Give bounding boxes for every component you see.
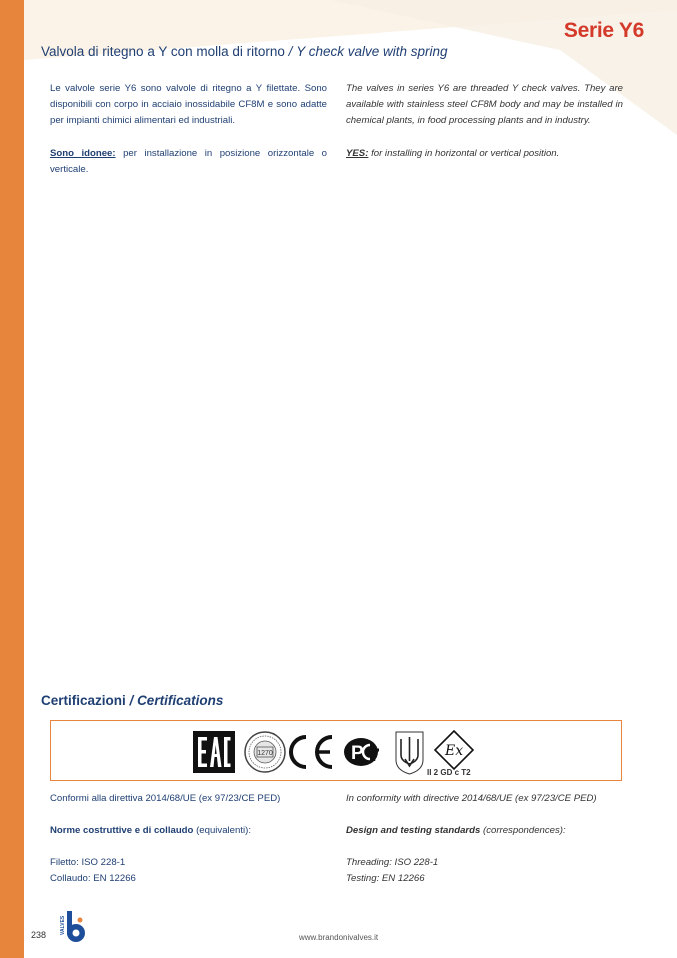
standards-rest-it: (equivalenti): — [193, 825, 251, 836]
testing-it: Collaudo: EN 12266 — [50, 873, 136, 884]
ce-mark-icon — [291, 737, 332, 767]
suitability-label-it: Sono idonee: — [50, 147, 116, 159]
standards-rest-en: (correspondences): — [480, 825, 566, 836]
suitability-text-it: per installazione in posizione orizzontale o verticale. — [50, 147, 327, 175]
atex-label: II 2 GD c T2 — [427, 768, 471, 777]
eac-logo — [193, 731, 235, 773]
suitability-label-en: YES: — [346, 147, 369, 159]
standards-bold-en: Design and testing standards — [346, 825, 481, 836]
svg-text:P: P — [351, 743, 364, 764]
description-paragraph-en: The valves in series Y6 are threaded Y check valves. They are available with stainless steel CF8M body and may be installed in chemical plants, in food processing plants and in industry. — [346, 83, 623, 127]
description-paragraph-it: Le valvole serie Y6 sono valvole di ritegno a Y filettate. Sono disponibili con corpo in acciaio inossidabile CF8M e sono adatte per impianti chimici alimentari ed industriali. — [50, 83, 327, 127]
subtitle-italian: Valvola di ritegno a Y con molla di ritorno — [41, 44, 285, 59]
brand-logo — [58, 908, 92, 944]
brand-logo-text: VALVES — [60, 915, 66, 935]
suitability-en — [346, 146, 623, 162]
standards-bold-it: Norme costruttive e di collaudo — [50, 825, 194, 836]
threading-it: Filetto: ISO 228-1 — [50, 857, 126, 868]
left-accent-bar — [0, 0, 24, 958]
seal-number: 1270 — [257, 750, 273, 757]
atex-ex-icon — [427, 731, 473, 777]
certifications-title-it: Certificazioni — [41, 693, 126, 708]
description-italian — [50, 81, 327, 178]
testing-en: Testing: EN 12266 — [346, 873, 425, 884]
subtitle-separator: / — [288, 44, 293, 59]
subtitle-english: Y check valve with spring — [296, 44, 448, 59]
standards-heading-en — [346, 823, 626, 839]
ukraine-trident-icon — [396, 732, 423, 774]
page-number: 238 — [31, 930, 47, 940]
directive-it: Conformi alla direttiva 2014/68/UE (ex 97/23/CE PED) — [50, 793, 281, 804]
standards-heading-it — [50, 823, 330, 839]
certifications-title-en: Certifications — [137, 693, 224, 708]
threading-en: Threading: ISO 228-1 — [346, 857, 439, 868]
description-english — [346, 81, 623, 162]
suitability-it — [50, 146, 327, 178]
suitability-text-en: for installing in horizontal or vertical position. — [368, 147, 560, 159]
page-subtitle — [41, 44, 448, 59]
svg-text:Ex: Ex — [445, 743, 464, 759]
certification-logos — [193, 729, 483, 777]
certifications-separator: / — [129, 693, 134, 708]
certifications-heading — [41, 693, 223, 708]
series-title: Serie Y6 — [563, 19, 644, 42]
pct-logo — [344, 738, 379, 766]
directive-en: In conformity with directive 2014/68/UE (ex 97/23/CE PED) — [346, 793, 597, 804]
website-url: www.brandonivalves.it — [299, 933, 379, 942]
certification-seal-icon — [245, 732, 285, 772]
